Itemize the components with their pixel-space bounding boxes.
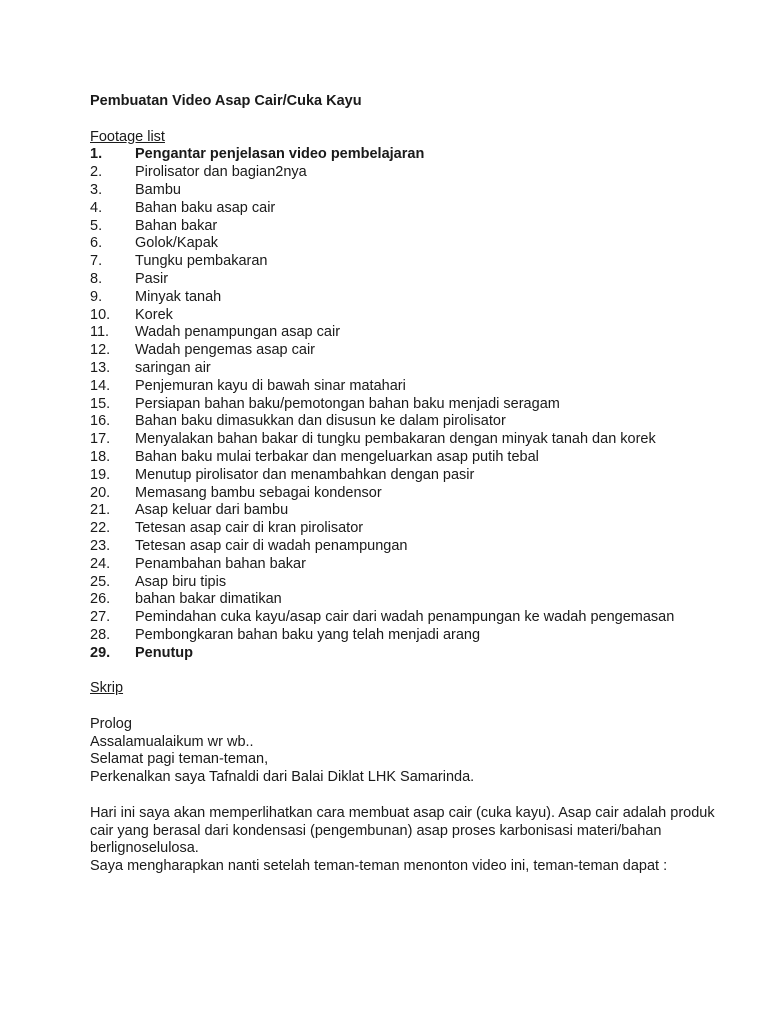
footage-item	[90, 485, 740, 503]
footage-item-text: Tungku pembakaran	[135, 253, 268, 270]
footage-item	[90, 164, 740, 182]
footage-item-number: 24.	[90, 555, 111, 572]
footage-item-text: Asap keluar dari bambu	[135, 502, 289, 519]
footage-item-text: Pemindahan cuka kayu/asap cair dari wadah penampungan ke wadah pengemasan	[135, 609, 675, 626]
footage-item-text: Persiapan bahan baku/pemotongan bahan baku menjadi seragam	[135, 395, 560, 412]
footage-item-text: Golok/Kapak	[135, 235, 219, 252]
footage-item	[90, 502, 740, 520]
footage-item-text: bahan bakar dimatikan	[135, 591, 282, 608]
footage-item-number: 28.	[90, 626, 111, 643]
footage-item	[90, 467, 740, 485]
prolog-line: Selamat pagi teman-teman,	[90, 751, 269, 768]
script-heading: Skrip	[90, 680, 124, 697]
footage-item-number: 19.	[90, 466, 111, 483]
footage-item	[90, 609, 740, 627]
document-title: Pembuatan Video Asap Cair/Cuka Kayu	[90, 93, 362, 109]
footage-item-text: Wadah pengemas asap cair	[135, 342, 316, 359]
footage-item-number: 2.	[90, 164, 103, 181]
footage-item-text: Minyak tanah	[135, 288, 222, 305]
spacer	[90, 787, 740, 805]
footage-item-text: Pirolisator dan bagian2nya	[135, 164, 307, 181]
footage-item	[90, 146, 740, 164]
footage-item-text: Penambahan bahan bakar	[135, 555, 306, 572]
footage-item-text: Memasang bambu sebagai kondensor	[135, 484, 382, 501]
footage-item-text: Bahan baku mulai terbakar dan mengeluarkan asap putih tebal	[135, 448, 539, 465]
footage-item	[90, 342, 740, 360]
footage-item	[90, 378, 740, 396]
footage-item-text: Menyalakan bahan bakar di tungku pembakaran dengan minyak tanah dan korek	[135, 431, 656, 448]
footage-item-number: 21.	[90, 502, 111, 519]
footage-item-number: 10.	[90, 306, 111, 323]
footage-item	[90, 235, 740, 253]
footage-item	[90, 307, 740, 325]
footage-item	[90, 182, 740, 200]
footage-item	[90, 645, 740, 663]
goal-paragraph: Saya mengharapkan nanti setelah teman-teman menonton video ini, teman-teman dapat :	[90, 858, 668, 875]
footage-item-number: 26.	[90, 591, 111, 608]
footage-item	[90, 324, 740, 342]
footage-item	[90, 574, 740, 592]
footage-item	[90, 431, 740, 449]
footage-item	[90, 591, 740, 609]
prolog-line: Prolog	[90, 715, 132, 732]
footage-item-text: Penjemuran kayu di bawah sinar matahari	[135, 377, 406, 394]
footage-item	[90, 360, 740, 378]
footage-item-number: 1.	[90, 146, 103, 163]
footage-item-number: 8.	[90, 270, 103, 287]
footage-item	[90, 538, 740, 556]
footage-item-text: Bahan baku dimasukkan dan disusun ke dalam pirolisator	[135, 413, 506, 430]
footage-item-number: 13.	[90, 359, 111, 376]
footage-list	[90, 146, 740, 662]
footage-item-number: 29.	[90, 644, 111, 661]
footage-item-number: 18.	[90, 448, 111, 465]
footage-item	[90, 556, 740, 574]
prolog-line: Assalamualaikum wr wb..	[90, 733, 254, 750]
spacer	[90, 111, 740, 129]
footage-item-number: 3.	[90, 181, 103, 198]
footage-item-number: 27.	[90, 609, 111, 626]
footage-item	[90, 289, 740, 307]
footage-item-number: 20.	[90, 484, 111, 501]
footage-item	[90, 200, 740, 218]
footage-item-number: 14.	[90, 377, 111, 394]
footage-item-text: Korek	[135, 306, 173, 323]
document-page	[90, 93, 740, 876]
footage-list-heading: Footage list	[90, 128, 165, 145]
prolog-block	[90, 716, 740, 787]
footage-item	[90, 396, 740, 414]
footage-item-text: Bahan baku asap cair	[135, 199, 276, 216]
footage-item-text: Pengantar penjelasan video pembelajaran	[135, 146, 425, 163]
footage-item	[90, 218, 740, 236]
spacer	[90, 663, 740, 681]
footage-item-number: 25.	[90, 573, 111, 590]
footage-item-text: Penutup	[135, 644, 193, 661]
footage-item	[90, 627, 740, 645]
footage-item-number: 23.	[90, 537, 111, 554]
footage-item-text: saringan air	[135, 359, 211, 376]
footage-item-text: Asap biru tipis	[135, 573, 227, 590]
footage-item-number: 4.	[90, 199, 103, 216]
footage-item-text: Wadah penampungan asap cair	[135, 324, 341, 341]
footage-item-text: Tetesan asap cair di wadah penampungan	[135, 537, 408, 554]
footage-item	[90, 449, 740, 467]
footage-item-text: Tetesan asap cair di kran pirolisator	[135, 520, 364, 537]
footage-item-number: 16.	[90, 413, 111, 430]
footage-item-number: 5.	[90, 217, 103, 234]
spacer	[90, 698, 740, 716]
footage-item	[90, 253, 740, 271]
footage-item-number: 22.	[90, 520, 111, 537]
footage-item-text: Bambu	[135, 181, 181, 198]
footage-item-text: Pembongkaran bahan baku yang telah menjadi arang	[135, 626, 481, 643]
footage-item-number: 11.	[90, 324, 110, 341]
footage-item-number: 6.	[90, 235, 103, 252]
footage-item-number: 15.	[90, 395, 111, 412]
footage-item-number: 9.	[90, 288, 103, 305]
footage-item-text: Menutup pirolisator dan menambahkan dengan pasir	[135, 466, 475, 483]
footage-item-number: 17.	[90, 431, 111, 448]
footage-item-text: Bahan bakar	[135, 217, 218, 234]
intro-paragraph: Hari ini saya akan memperlihatkan cara membuat asap cair (cuka kayu). Asap cair adalah produk cair yang berasal dari kondensasi (pengembunan) asap proses karbonisasi materi/bahan berlignoselulosa.	[90, 804, 715, 857]
footage-item-number: 12.	[90, 342, 111, 359]
footage-item	[90, 413, 740, 431]
footage-item-text: Pasir	[135, 270, 169, 287]
prolog-line: Perkenalkan saya Tafnaldi dari Balai Diklat LHK Samarinda.	[90, 769, 475, 786]
footage-item	[90, 271, 740, 289]
footage-item-number: 7.	[90, 253, 103, 270]
footage-item	[90, 520, 740, 538]
